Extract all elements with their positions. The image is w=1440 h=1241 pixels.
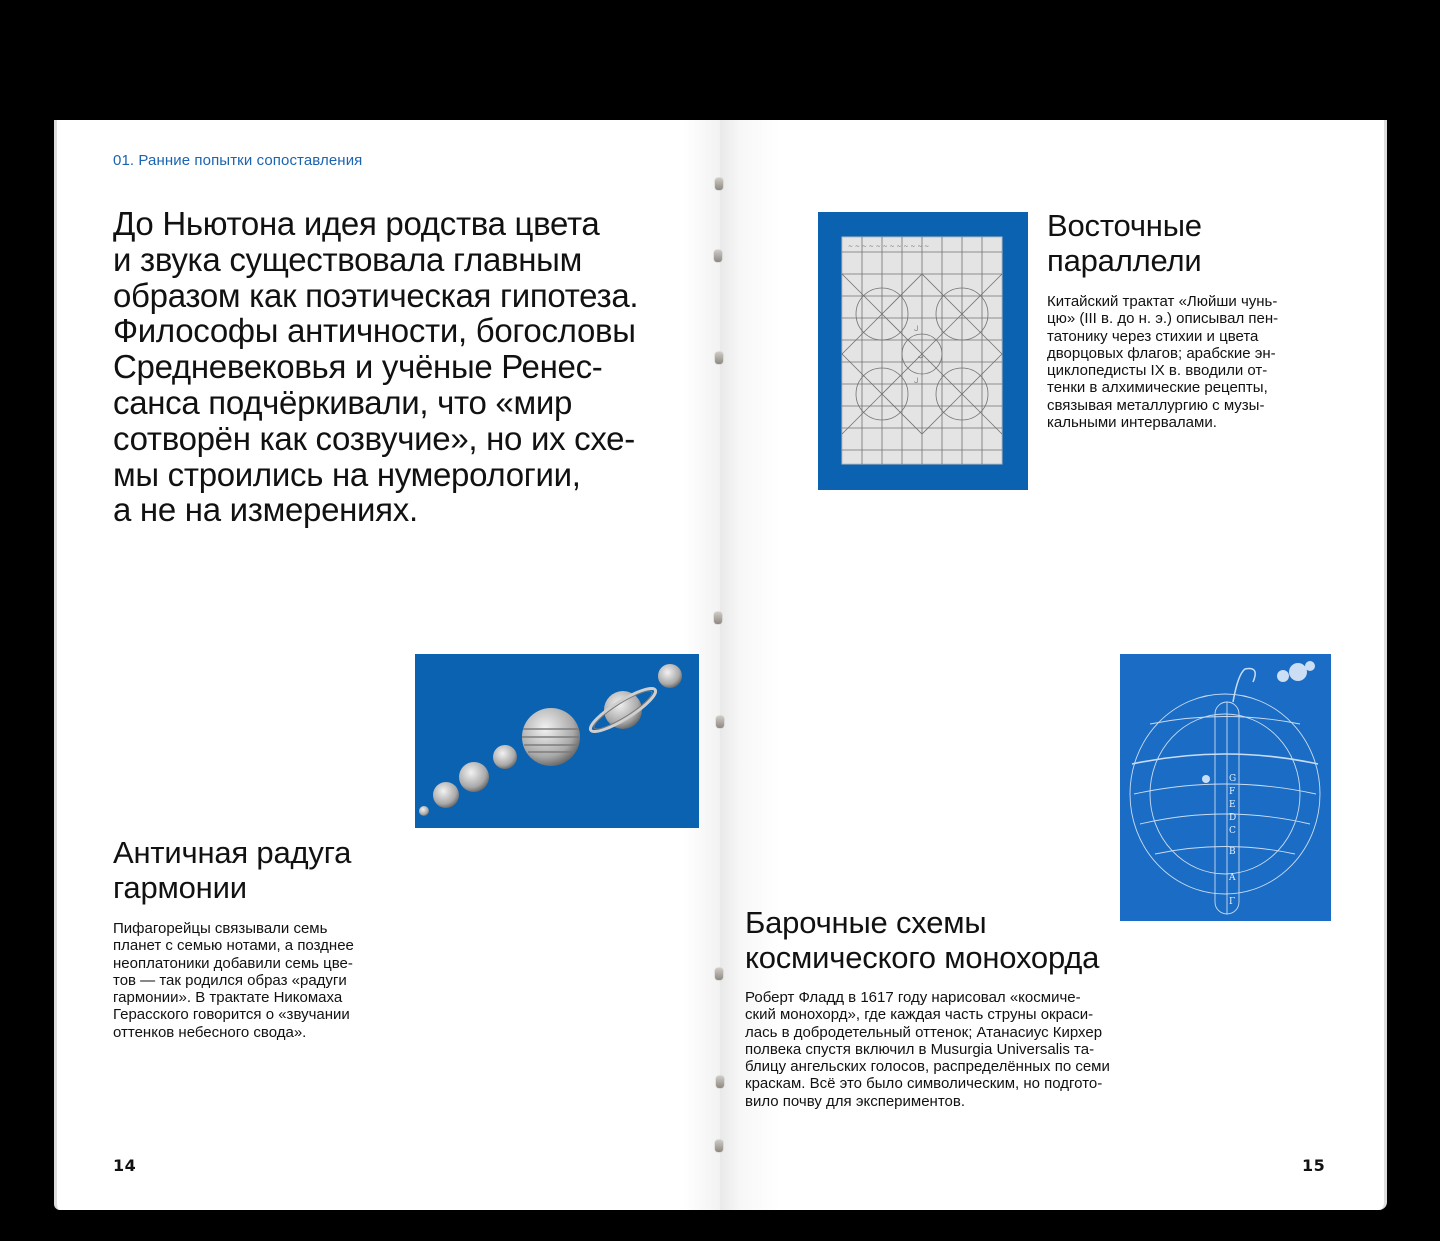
- binding-staple: [715, 1140, 723, 1152]
- book-spread: [54, 120, 1386, 1210]
- planets-illustration: [415, 654, 699, 828]
- planet-saturn: [586, 682, 660, 738]
- left-page: [54, 120, 723, 1210]
- body-line: блицу ангельских голосов, распределённых по семи: [745, 1058, 1110, 1076]
- note-label: D: [1229, 813, 1237, 823]
- body-line: Пифагорейцы связывали семь: [113, 920, 328, 937]
- svg-text:ل: ل: [914, 377, 919, 384]
- note-label: G: [1229, 774, 1237, 784]
- body-line: лась в добродетельный оттенок; Атанасиус Кирхер: [745, 1023, 1103, 1041]
- section-body-antique: [113, 920, 413, 1041]
- body-line: вило почву для экспериментов.: [745, 1092, 966, 1110]
- lead-line: санса подчёркивали, что «мир: [113, 383, 573, 421]
- lead-line: До Ньютона идея родства цвета: [113, 205, 600, 242]
- right-page: [720, 120, 1387, 1210]
- planet-earth: [459, 762, 489, 792]
- body-line: полвека спустя включил в Musurgia Universalis та-: [745, 1040, 1095, 1058]
- body-line: циклопедисты IX в. вводили от-: [1047, 362, 1268, 380]
- planet-mars: [493, 745, 517, 769]
- note-label: B: [1229, 847, 1236, 857]
- monochord-image: [1120, 654, 1331, 921]
- binding-staple: [715, 352, 723, 364]
- title-line: космического монохорда: [745, 940, 1100, 975]
- note-label: Γ: [1229, 897, 1236, 907]
- body-line: планет с семью нотами, а позднее: [113, 937, 354, 955]
- page-number-left: 14: [113, 1156, 137, 1175]
- note-label: F: [1229, 787, 1236, 797]
- body-line: тенки в алхимические рецепты,: [1047, 379, 1268, 397]
- binding-staple: [715, 178, 723, 190]
- planets-image: [415, 654, 699, 828]
- title-line: Античная радуга: [113, 835, 352, 870]
- body-line: оттенков небесного свода».: [113, 1023, 307, 1041]
- body-line: Китайский трактат «Люйши чунь-: [1047, 293, 1278, 310]
- body-line: дворцовых флагов; арабские эн-: [1047, 344, 1276, 362]
- section-body-baroque: [745, 989, 1185, 1110]
- body-line: татонику через стихии и цвета: [1047, 327, 1259, 345]
- body-line: гармонии». В трактате Никомаха: [113, 989, 343, 1007]
- body-line: ский монохорд», где каждая часть струны окраси-: [745, 1006, 1094, 1024]
- body-line: Роберт Фладд в 1617 году нарисовал «космиче-: [745, 989, 1081, 1006]
- lead-line: мы строились на нумерологии,: [113, 455, 581, 493]
- lead-line: Средневековья и учёные Ренес-: [113, 348, 603, 386]
- page-number-right: 15: [1302, 1156, 1326, 1175]
- section-body-eastern: [1047, 293, 1347, 431]
- svg-text:ل: ل: [914, 325, 919, 332]
- body-line: связывая металлургию с музы-: [1047, 396, 1265, 414]
- title-line: гармонии: [113, 870, 247, 905]
- title-line: Барочные схемы: [745, 905, 987, 940]
- planet-jupiter: [522, 708, 580, 766]
- planet-uranus: [658, 664, 682, 688]
- lead-line: а не на измерениях.: [113, 491, 418, 529]
- note-label: A: [1229, 873, 1236, 883]
- section-title-baroque: [745, 905, 1205, 975]
- lead-line: образом как поэтическая гипотеза.: [113, 276, 639, 314]
- body-line: цю» (III в. до н. э.) описывал пен-: [1047, 310, 1279, 328]
- title-line: Восточные: [1047, 208, 1202, 243]
- binding-staple: [714, 250, 722, 262]
- planet-mercury: [419, 806, 429, 816]
- lead-line: Философы античности, богословы: [113, 312, 636, 350]
- lead-line: сотворён как созвучие», но их схе-: [113, 419, 635, 457]
- monochord-notes: [1228, 774, 1236, 907]
- svg-text:ب: ب: [918, 353, 924, 360]
- body-line: краскам. Всё это было символическим, но подгото-: [745, 1075, 1103, 1093]
- body-line: тов — так родился образ «радуги: [113, 971, 347, 989]
- section-title-antique: [113, 835, 433, 905]
- binding-staple: [716, 1076, 724, 1088]
- cosmic-monochord-engraving: [1120, 654, 1331, 921]
- body-line: Герасского говорится о «звучании: [113, 1006, 350, 1024]
- svg-text:~ ~ ~ ~ ~ ~ ~ ~ ~ ~ ~ ~: ~ ~ ~ ~ ~ ~ ~ ~ ~ ~ ~ ~: [848, 243, 930, 250]
- binding-staple: [716, 716, 724, 728]
- body-line: кальными интервалами.: [1047, 414, 1217, 432]
- binding-staple: [714, 612, 722, 624]
- section-title-eastern: [1047, 208, 1367, 278]
- arabic-manuscript-diagram: [818, 212, 1028, 490]
- lead-line: и звука существовала главным: [113, 240, 582, 278]
- lead-paragraph: [113, 206, 713, 528]
- note-label: E: [1229, 800, 1236, 810]
- body-line: неоплатоники добавили семь цве-: [113, 954, 353, 972]
- planet-venus: [433, 782, 459, 808]
- binding-staple: [715, 968, 723, 980]
- note-label: C: [1229, 826, 1236, 836]
- manuscript-image: [818, 212, 1028, 490]
- running-head: 01. Ранние попытки сопоставления: [113, 152, 363, 169]
- title-line: параллели: [1047, 243, 1202, 278]
